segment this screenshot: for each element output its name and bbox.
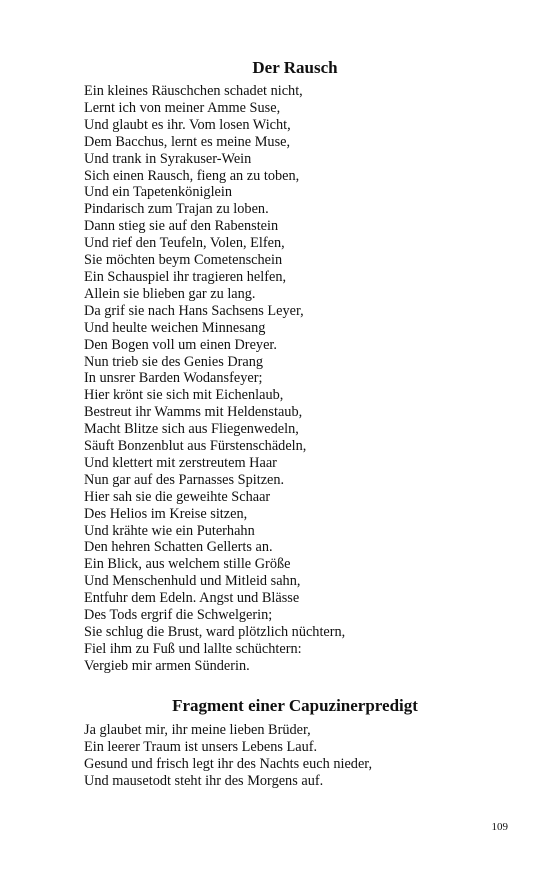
poem-line: In unsrer Barden Wodansfeyer; bbox=[84, 370, 263, 387]
poem-line: Dem Bacchus, lernt es meine Muse, bbox=[84, 133, 291, 150]
poem-line: Lernt ich von meiner Amme Suse, bbox=[84, 99, 281, 116]
poem-line: Hier krönt sie sich mit Eichenlaub, bbox=[84, 387, 284, 404]
poem-line: Und Menschenhuld und Mitleid sahn, bbox=[84, 573, 301, 590]
poem-line: Den Bogen voll um einen Dreyer. bbox=[84, 336, 277, 353]
poem-title-capuzinerpredigt: Fragment einer Capuzinerpredigt bbox=[172, 696, 418, 715]
poem-line: Dann stieg sie auf den Rabenstein bbox=[84, 218, 279, 235]
poem-line: Nun gar auf des Parnasses Spitzen. bbox=[84, 471, 285, 488]
poem-line: Des Helios im Kreise sitzen, bbox=[84, 505, 248, 522]
poem-line: Sie möchten beym Cometenschein bbox=[84, 252, 283, 269]
poem-title-der-rausch: Der Rausch bbox=[252, 58, 338, 77]
poem-line: Und glaubt es ihr. Vom losen Wicht, bbox=[84, 116, 291, 133]
poem-line: Sich einen Rausch, fieng an zu toben, bbox=[84, 167, 300, 184]
poem-line: Vergieb mir armen Sünderin. bbox=[84, 657, 250, 674]
poem-line: Macht Blitze sich aus Fliegenwedeln, bbox=[84, 421, 299, 438]
poem-line: Und mausetodt steht ihr des Morgens auf. bbox=[84, 772, 324, 789]
poem-line: Des Tods ergrif die Schwelgerin; bbox=[84, 607, 273, 624]
poem-line: Und heulte weichen Minnesang bbox=[84, 319, 266, 336]
poem-line: Und trank in Syrakuser-Wein bbox=[84, 150, 252, 167]
poem-der-rausch bbox=[84, 83, 345, 675]
poem-line: Und krähte wie ein Puterhahn bbox=[84, 522, 255, 539]
poem-line: Und ein Tapetenköniglein bbox=[84, 184, 233, 201]
poem-line: Bestreut ihr Wamms mit Heldenstaub, bbox=[84, 404, 303, 421]
poem-line: Entfuhr dem Edeln. Angst und Blässe bbox=[84, 590, 300, 607]
poem-line: Säuft Bonzenblut aus Fürstenschädeln, bbox=[84, 438, 307, 455]
poem-line: Da grif sie nach Hans Sachsens Leyer, bbox=[84, 302, 304, 319]
poem-line: Ein kleines Räuschchen schadet nicht, bbox=[84, 83, 303, 99]
poem-line: Fiel ihm zu Fuß und lallte schüchtern: bbox=[84, 640, 302, 657]
poem-line: Ein Schauspiel ihr tragieren helfen, bbox=[84, 268, 287, 285]
poem-line: Nun trieb sie des Genies Drang bbox=[84, 353, 264, 370]
page-number: 109 bbox=[491, 821, 508, 833]
poem-line: Ja glaubet mir, ihr meine lieben Brüder, bbox=[84, 722, 311, 738]
poem-line: Hier sah sie die geweihte Schaar bbox=[84, 488, 271, 505]
poem-line: Allein sie blieben gar zu lang. bbox=[84, 285, 256, 302]
poem-line: Pindarisch zum Trajan zu loben. bbox=[84, 201, 269, 218]
poem-line: Ein leerer Traum ist unsers Lebens Lauf. bbox=[84, 738, 318, 755]
poem-line: Sie schlug die Brust, ward plötzlich nüchtern, bbox=[84, 624, 346, 640]
poem-line: Gesund und frisch legt ihr des Nachts euch nieder, bbox=[84, 755, 373, 772]
poem-line: Und rief den Teufeln, Volen, Elfen, bbox=[84, 235, 285, 252]
poem-line: Den hehren Schatten Gellerts an. bbox=[84, 539, 273, 556]
poem-line: Ein Blick, aus welchem stille Größe bbox=[84, 556, 291, 573]
poem-line: Und klettert mit zerstreutem Haar bbox=[84, 454, 277, 471]
poem-capuzinerpredigt bbox=[84, 722, 372, 790]
